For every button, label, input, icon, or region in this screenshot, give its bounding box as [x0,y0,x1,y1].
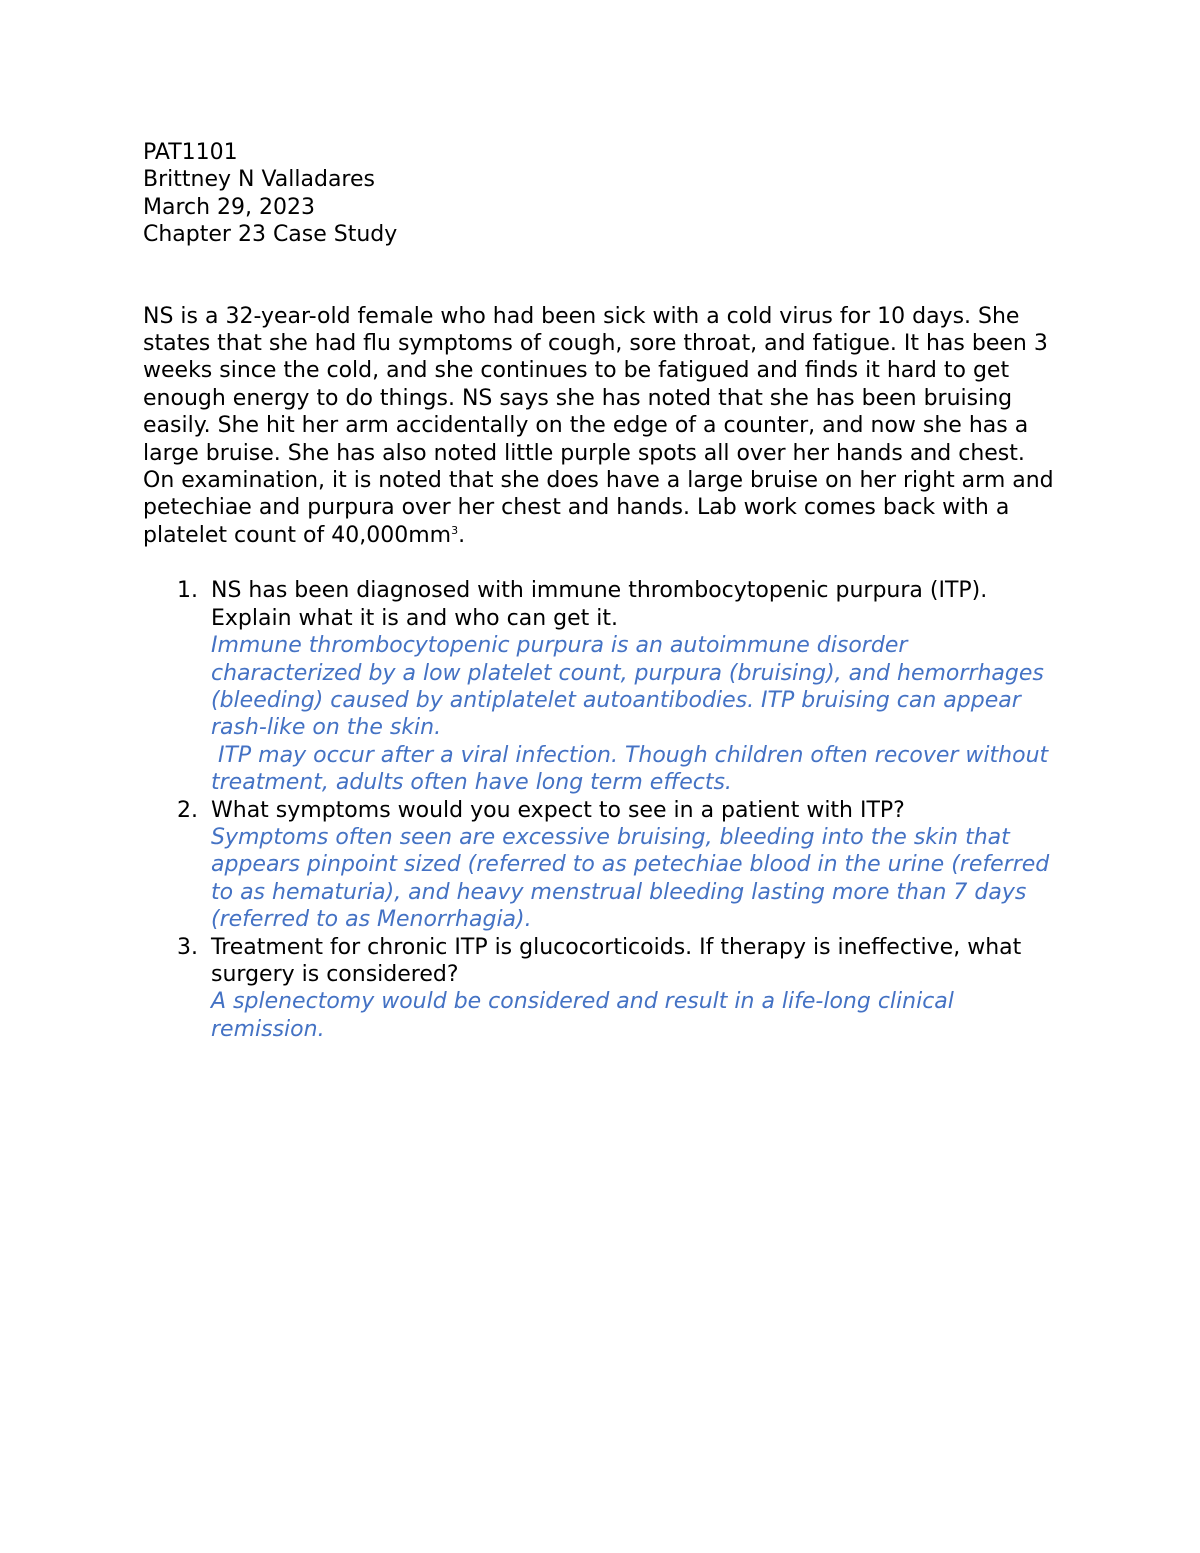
author-name: Brittney N Valladares [143,167,375,193]
answer-text: A splenectomy would be considered and result in a life-long clinical remission. [211,989,954,1042]
answer-text: Symptoms often seen are excessive bruising, bleeding into the skin that appears pinpoint sized (referred to as petechiae blood in the urine (referred to as hematuria), and heavy menstrual bleeding lasting more than 7 days (referred to as Menorrhagia). [211,824,1050,933]
question-number: 2. [177,797,198,823]
question-number: 3. [177,934,198,960]
question-text: What symptoms would you expect to see in a patient with ITP? [211,797,905,823]
document-date: March 29, 2023 [143,194,316,220]
question-text: Treatment for chronic ITP is glucocorticoids. If therapy is ineffective, what surgery is considered? [211,934,1022,987]
course-code: PAT1101 [143,140,238,165]
question-list [143,577,1063,1043]
case-text: NS is a 32-year-old female who had been sick with a cold virus for 10 days. She states that she had flu symptoms of cough, sore throat, and fatigue. It has been 3 weeks since the cold, and she continues to be fatigued and finds it hard to get enough energy to do things. NS says she has noted that she has been bruising easily. She hit her arm accidentally on the edge of a counter, and now she has a large bruise. She has also noted little purple spots all over her hands and chest. On examination, it is noted that she does have a large bruise on her right arm and petechiae and purpura over her chest and hands. Lab work comes back with a platelet count of 40,000mm [143,303,1054,548]
document-title: Chapter 23 Case Study [143,222,398,248]
question-item-3 [143,934,1063,1044]
question-text: NS has been diagnosed with immune thrombocytopenic purpura (ITP). Explain what it is and who can get it. [211,578,988,631]
question-number: 1. [177,578,198,604]
answer-text: Immune thrombocytopenic purpura is an autoimmune disorder characterized by a low platelet count, purpura (bruising), and hemorrhages (bleeding) caused by antiplatelet autoantibodies. ITP bruising can appear rash-like on the skin. [211,633,1044,741]
document-page [143,139,1063,1043]
answer-text-continued: ITP may occur after a viral infection. Though children often recover without treatment, adults often have long term effects. [211,742,1056,796]
question-item-1 [143,577,1063,796]
case-description [143,303,1063,550]
question-item-2 [143,797,1063,934]
case-end: . [458,522,466,548]
case-superscript: 3 [451,523,459,537]
document-header [143,139,1063,249]
